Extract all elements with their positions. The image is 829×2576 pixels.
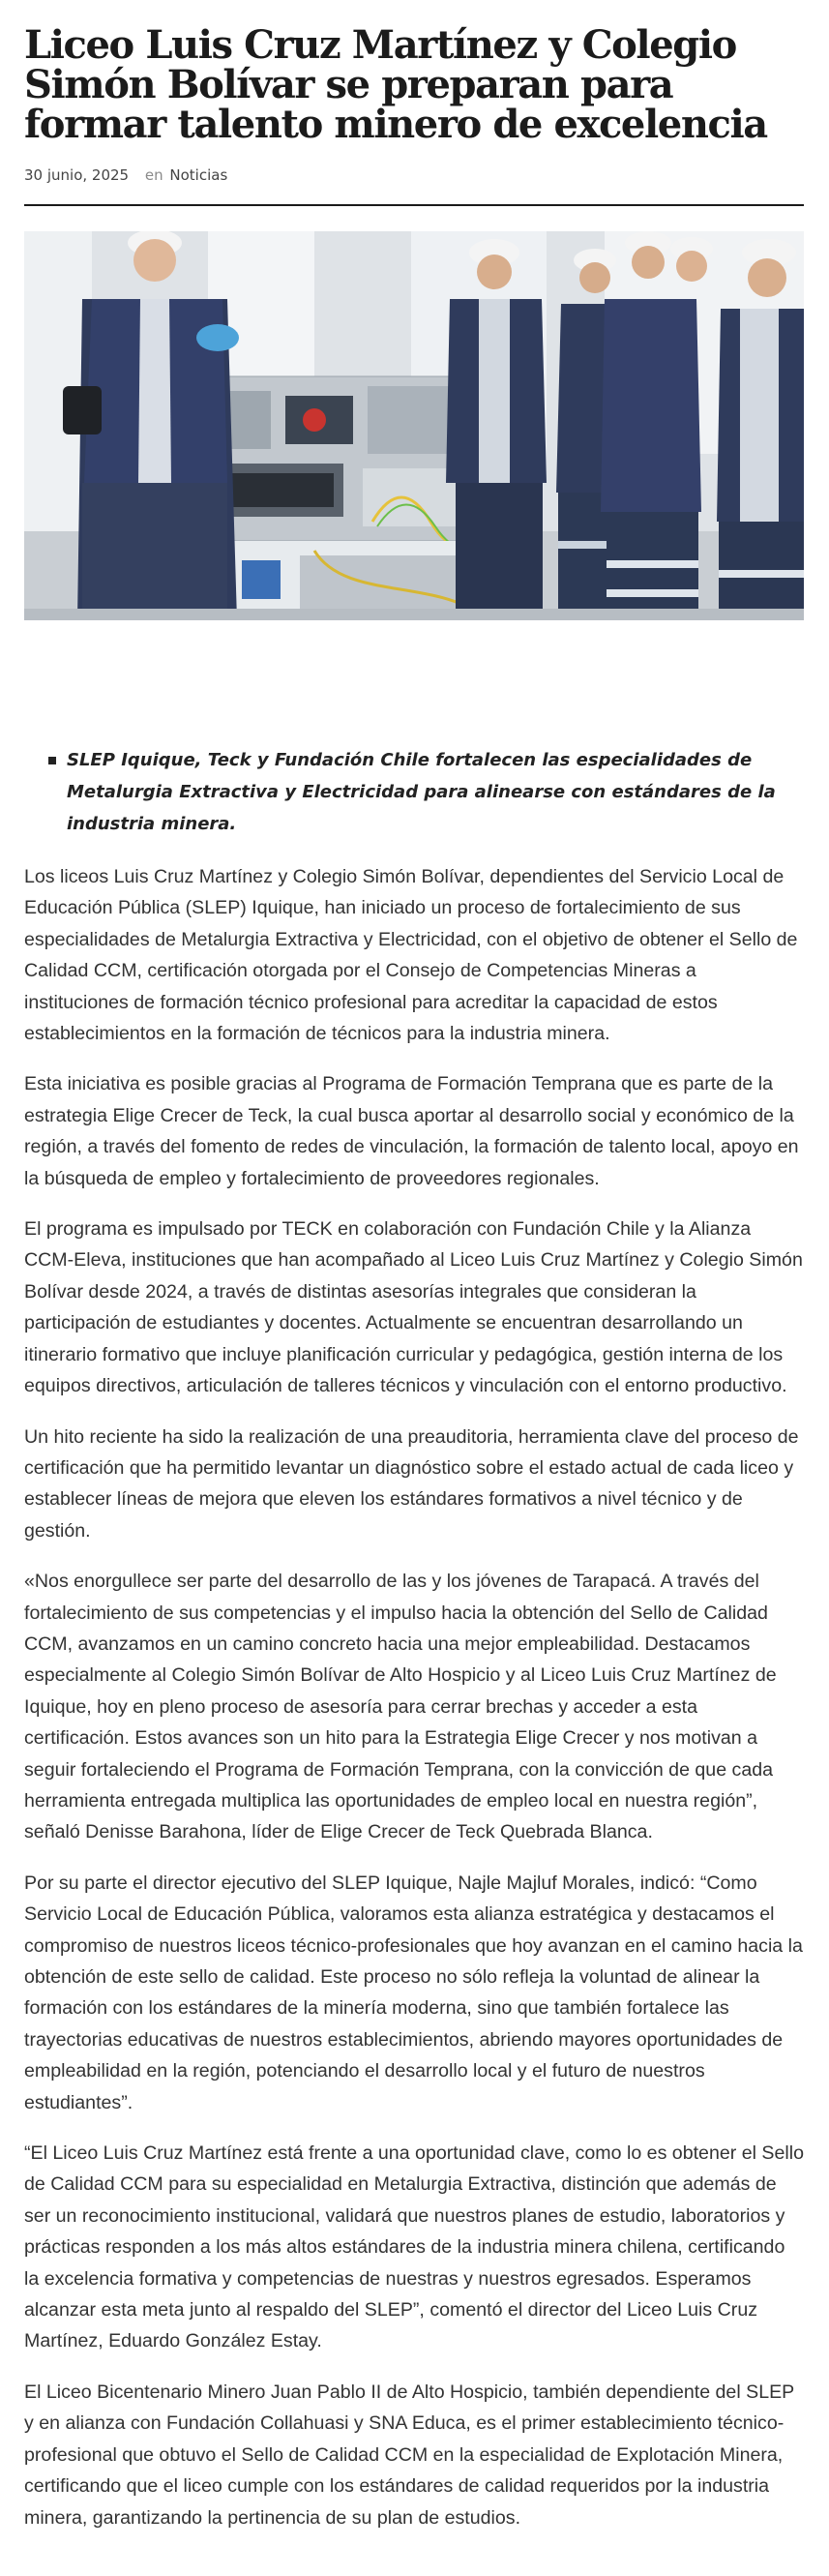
paragraph-1: Los liceos Luis Cruz Martínez y Colegio Simón Bolívar, dependientes del Servicio Local de Educación Pública (SLEP) Iquique, han iniciado un proceso de fortalecimiento de sus especialidades de Metalurgia Extractiva y Electricidad, con el objetivo de obtener el Sello de Calidad CCM, certificación otorgada por el Consejo de Competencias Mineras a instituciones de formación técnico profesional para acreditar la capacidad de estos establecimientos en la formación de técnicos para la industria minera.	[24, 866, 798, 1045]
paragraph-8: El Liceo Bicentenario Minero Juan Pablo II de Alto Hospicio, también dependiente del SLEP y en alianza con Fundación Collahuasi y SNA Educa, es el primer establecimiento técnico-profesional que obtuvo el Sello de Calidad CCM en la especialidad de Explotación Minera, certificando que el liceo cumple con los estándares de calidad requeridos por la industria minera, garantizando la pertinencia de su plan de estudios.	[24, 2381, 794, 2529]
paragraph-4: Un hito reciente ha sido la realización de una preauditoria, herramienta clave del proceso de certificación que ha permitido levantar un diagnóstico sobre el estado actual de cada liceo y establecer líneas de mejora que eleven los estándares formativos a nivel técnico y de gestión.	[24, 1425, 799, 1542]
category-link[interactable]: Noticias	[169, 166, 228, 184]
article-meta	[24, 165, 804, 185]
category-prefix: en	[144, 166, 163, 184]
paragraph-3: El programa es impulsado por TECK en colaboración con Fundación Chile y la Alianza CCM-Eleva, instituciones que han acompañado al Liceo Luis Cruz Martínez y Colegio Simón Bolívar desde 2024, a través de distintas asesorías integrales que consideran la participación de estudiantes y docentes. Actualmente se encuentran desarrollando un itinerario formativo que incluye planificación curricular y pedagógica, gestión interna de los equipos directivos, articulación de talleres técnicos y vinculación con el entorno productivo.	[24, 1218, 803, 1397]
paragraph-7: “El Liceo Luis Cruz Martínez está frente a una oportunidad clave, como lo es obtener el Sello de Calidad CCM para su especialidad en Metalurgia Extractiva, distinción que además de ser un reconocimiento institucional, validará que nuestros planes de estudio, laboratorios y prácticas responden a los más altos estándares de la industria minera chilena, certificando la excelencia formativa y competencias de nuestras y nuestros egresados. Esperamos alcanzar esta meta junto al respaldo del SLEP”, comentó el director del Liceo Luis Cruz Martínez, Eduardo González Estay.	[24, 2142, 804, 2352]
image-spacer	[24, 620, 804, 744]
paragraph-6: Por su parte el director ejecutivo del SLEP Iquique, Najle Majluf Morales, indicó: “Como Servicio Local de Educación Pública, valoramos esta alianza estratégica y destacamos el compromiso de nuestros liceos técnico-profesionales que hoy avanzan en el camino hacia la obtención de este sello de calidad. Este proceso no sólo refleja la voluntad de alinear la formación con los estándares de la minería moderna, sino que también fortalece las trayectorias educativas de nuestros establecimientos, abriendo mayores oportunidades de empleabilidad en la región, potenciando el desarrollo local y el futuro de nuestros estudiantes”.	[24, 1872, 803, 2113]
paragraph-2: Esta iniciativa es posible gracias al Programa de Formación Temprana que es parte de la estrategia Elige Crecer de Teck, la cual busca aportar al desarrollo social y económico de la región, a través del fomento de redes de vinculación, la formación de talento local, apoyo en la búsqueda de empleo y fortalecimiento de proveedores regionales.	[24, 1073, 799, 1189]
highlight-item: SLEP Iquique, Teck y Fundación Chile fortalecen las especialidades de Metalurgia Extractiva y Electricidad para alinearse con estándares de la industria minera.	[67, 744, 778, 840]
paragraph-5: «Nos enorgullece ser parte del desarrollo de las y los jóvenes de Tarapacá. A través del fortalecimiento de sus competencias y el impulso hacia la obtención del Sello de Calidad CCM, avanzamos en un camino concreto hacia una mejor empleabilidad. Destacamos especialmente al Colegio Simón Bolívar de Alto Hospicio y al Liceo Luis Cruz Martínez de Iquique, hoy en pleno proceso de asesoría para cerrar brechas y acceder a esta certificación. Estos avances son un hito para la Estrategia Elige Crecer y nos motivan a seguir fortaleciendo el Programa de Formación Temprana, con la convicción de que cada herramienta entregada multiplica las oportunidades de empleo local en nuestra región”, señaló Denisse Barahona, líder de Elige Crecer de Teck Quebrada Blanca.	[24, 1571, 777, 1843]
article	[24, 0, 804, 2553]
publish-date: 30 junio, 2025	[24, 166, 130, 184]
title-divider	[24, 204, 804, 206]
article-body	[24, 861, 804, 2533]
featured-image	[24, 231, 804, 620]
highlights-list	[24, 744, 804, 840]
article-title: Liceo Luis Cruz Martínez y Colegio Simón Bolívar se preparan para formar talento minero de excelencia	[24, 22, 767, 147]
